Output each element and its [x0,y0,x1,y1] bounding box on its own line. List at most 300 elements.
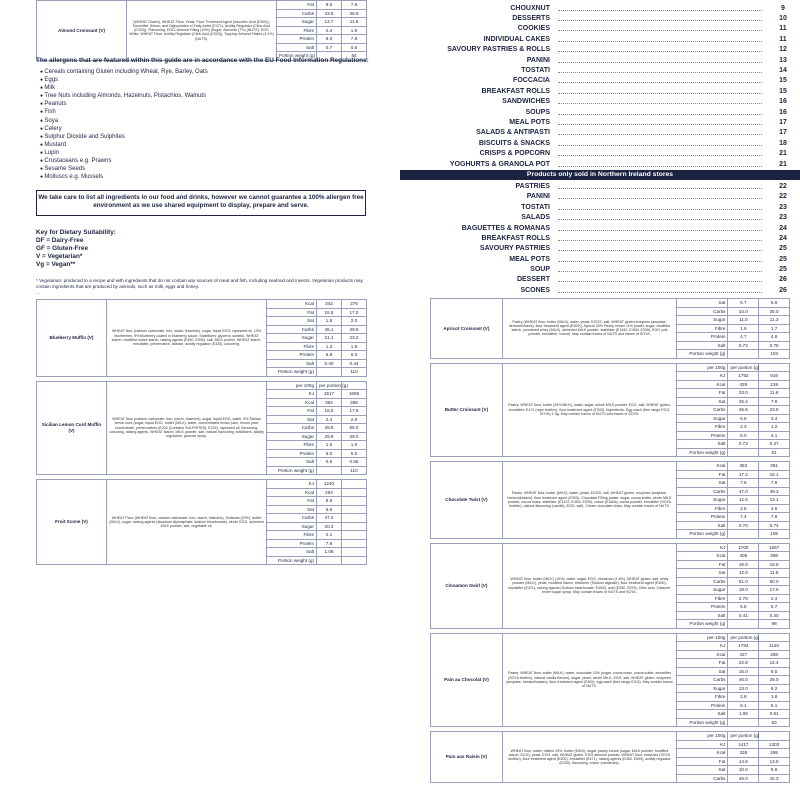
toc-entry-title: PASTRIES [515,182,550,190]
nutrition-value: 6.7 [728,299,759,308]
left-page [0,0,390,600]
toc-page-number: 11 [779,25,787,33]
toc-page-number: 11 [779,35,787,43]
nutrition-value: 8.0 [728,431,759,440]
nutrition-label: Portion weight (g) [677,448,728,457]
toc-dot-leader [558,162,762,167]
nutrition-label: Salt [677,710,728,719]
nutrition-value: 46.0 [728,774,759,783]
nutrition-label: Fat [677,659,728,668]
nutrition-label: per 100g [677,363,728,372]
toc-page-number: 25 [779,266,787,274]
nutrition-value: 1669 [342,390,367,399]
nutrition-value: 1.06 [317,548,342,557]
toc-dot-leader [558,246,762,251]
toc-entry-title: BREAKFAST ROLLS [481,87,550,95]
toc-dot-leader [558,141,762,146]
almond-croissant-table [36,0,366,61]
nutrition-value: 14.4 [759,659,790,668]
nutrition-label: Fat [267,497,317,506]
nutrition-label: Kcal [677,650,728,659]
nutrition-value [342,488,367,497]
nutrition-value: 362 [317,398,342,407]
nutrition-value: 7.6 [317,539,342,548]
nutrition-label: Protein [677,701,728,710]
nutrition-value: 1.8 [759,693,790,702]
nutrition-value: 381 [759,462,790,471]
nutrition-label: Fibre [677,504,728,513]
nutrition-value [728,718,759,727]
nutrition-value: 2.3 [728,423,759,432]
nutrition-value [342,531,367,540]
nutrition-label: Carbs [677,487,728,496]
nutrition-value [759,363,790,372]
nutrition-label: Carbs [677,577,728,586]
toc-entry-title: DESSERTS [512,15,550,23]
nutrition-label: Fat [677,560,728,569]
nutrition-value: 5.8 [317,351,342,360]
right-page [400,0,800,781]
nutrition-value: 427 [728,650,759,659]
product-nutrition-table [36,299,367,377]
nutrition-label: Protein [677,513,728,522]
nutrition-label: Sugar [267,522,317,531]
toc-entry-title: TOSTATI [521,203,550,211]
nutrition-value: 1303 [759,740,790,749]
nutrition-value: 9.0 [317,1,342,10]
nutrition-value: 84 [342,52,367,61]
nutrition-value: 0.73 [728,440,759,449]
allergen-item: ● Eggs [40,76,208,84]
right-product-tables [400,298,790,787]
toc-entry[interactable] [400,13,800,23]
nutrition-row [37,300,367,309]
product-name: Fruit Scone (V) [37,480,107,565]
toc-dot-leader [558,267,762,272]
toc-entry-title: INDIVIDUAL CAKES [483,35,550,43]
table-of-contents [400,3,800,296]
nutrition-value: 23.0 [728,389,759,398]
nutrition-value: per portion (g) [728,363,759,372]
nutrition-value [342,497,367,506]
product-ingredients: WHEAT flour, butter (MILK) (19%), water, sugar, EGG, cinnamon (1.6%), WHEAT gluten, salt, whey powder (MILK), yeast, modified starch, thickener (Sodium alginate), flour treatment agent (E300), emulsifier (E471), raising agents (Sodium bicarbonate, E450i), acid (E330, E575), Citric acid, Caramel, Invert sugar syrup. May contain traces of NUTS and SOYA. [502,543,676,628]
toc-entry-title: MEAL POTS [509,255,550,263]
product-ingredients: Pastry: WHEAT flour, butter (MILK), water, chocolate 15% (sugar, cocoa mass, cocoa butter, emulsifier (SOYA lecithin), natural vanilla flavour), sugar, yeast, whole MILK, EGG, salt, WHEAT gluten, enzymes (amylase, hemicellulases), flour treatment agent (E300), egg wash (free range EGG). May contain traces of NUTS. [502,633,676,727]
nutrition-label: Fat [267,308,317,317]
nutrition-value: 12.0 [728,569,759,578]
toc-dot-leader [558,58,762,63]
nutrition-label: KJ [677,372,728,381]
nutrition-label: Fibre [677,324,728,333]
nutrition-value: 43.5 [317,9,342,18]
toc-page-number: 26 [779,276,787,284]
allergen-item: ● Soya [40,117,208,125]
product-nutrition-table [430,298,790,359]
toc-entry-title: SAVOURY PASTRIES [479,245,550,253]
nutrition-label: Protein [267,351,317,360]
nutrition-value: 342 [317,300,342,309]
nutrition-label: Protein [277,35,317,44]
toc-entry[interactable] [400,45,800,55]
toc-dot-leader [558,288,762,293]
nutrition-value: 1.8 [317,317,342,326]
product-ingredients: (WHEAT Gluten), WHEAT Flour, Yeast, Flour Treatment Agent (Ascorbic Acid (E300)), Emulsifier (Mono- and Diglycerides of Fatty Acids (E471), Acidity Regulator (Citric Acid (E330)), Flavouring, EGG, Almond Filling (19%) [Sugar, Almonds (7%) (NUTS), EGG White, WHEAT Flour, Acidity Regulator (Citric Acid (E330)), Topping: Almond Flakes (4.2%) (NUTS). [127,1,277,61]
cross-contamination-notice: We take care to list all ingredients in our food and drinks, however we cannot guarantee a 100% allergen free environment as we use shared equipment to display, prepare and serve. [36,190,366,216]
toc-entry[interactable] [400,55,800,65]
allergen-item: ● Lupin [40,149,208,157]
toc-dot-leader [558,151,762,156]
nutrition-value [317,368,342,377]
nutrition-label: Sugar [677,496,728,505]
nutrition-label: Fat [677,389,728,398]
nutrition-label: Sugar [277,18,317,27]
nutrition-value: 63 [759,718,790,727]
allergen-item: ● Peanuts [40,100,208,108]
nutrition-value: 98 [759,620,790,629]
nutrition-label: Carbs [677,774,728,783]
nutrition-value: 18.1 [759,470,790,479]
nutrition-label: Kcal [267,488,317,497]
nutrition-value: 4.8 [759,333,790,342]
toc-dot-leader [558,110,762,115]
nutrition-label: Fat [677,757,728,766]
toc-entry[interactable] [400,254,800,264]
nutrition-value: 13.6 [759,757,790,766]
nutrition-value: 2.0 [342,317,367,326]
nutrition-value: 3.4 [759,414,790,423]
toc-entry[interactable] [400,107,800,117]
toc-entry[interactable] [400,24,800,34]
key-item: GF = Gluten-Free [36,245,89,252]
nutrition-value: 47.2 [317,514,342,523]
toc-entry[interactable] [400,117,800,127]
toc-entry[interactable] [400,223,800,233]
toc-entry[interactable] [400,285,800,295]
dietary-key [36,229,116,269]
nutrition-value: 0.7 [317,43,342,52]
nutrition-value: 55.0 [342,424,367,433]
nutrition-value: 1.0 [342,441,367,450]
nutrition-value: 2.6 [759,504,790,513]
nutrition-value: 2.8 [728,693,759,702]
nutrition-label: per 100g [677,732,728,741]
toc-entry-title: TOSTATI [521,67,550,75]
nutrition-row [431,363,790,372]
product-ingredients: Pastry: WHEAT flour, butter (MILK), water, yeast, EGGS, salt, WHEAT gluten, enzymes (amylase, hemicellulases), flour treatment agent (E300). Chocolate Filling (water, sugar, cocoa butter, whole MILK powder, cocoa mass, stabiliser (E1422, E450i, E339), colour (E160a), cocoa powder, emulsifier (SOYA lecithin), natural flavouring (vanilla), EGG, salt). Cream chocolate chips. May contain traces of NUTS. [502,462,676,539]
product-ingredients: WHEAT flour (calcium carbonate, iron, niacin, thiamine), sugar, liquid EGG, water, 9% Sicilian lemon curd (sugar, liquid EGG, butter (MILK), water, concentrated lemon juice, lemon juice concentrate, preservatives (E202 (Contains SULPHITES), E224), rapeseed oil, flavouring, colouring, raising agents, WHEAT starch, MILK powder, salt, natural flavouring, stabilisers, acidity regulators, glucose syrup. [107,381,267,475]
nutrition-label: Salt [677,611,728,620]
nutrition-label: Carbs [267,325,317,334]
nutrition-value: 7.4 [728,513,759,522]
nutrition-label: per 100g [267,381,317,390]
nutrition-value: 51.0 [728,577,759,586]
toc-dot-leader [558,257,762,262]
nutrition-value: 25.9 [317,432,342,441]
product-name: Cinnamon Swirl (V) [431,543,503,628]
toc-entry-title: FOCCACIA [513,77,550,85]
nutrition-value: 0.75 [759,341,790,350]
nutrition-label: Sat [677,766,728,775]
nutrition-row [37,381,367,390]
toc-dot-leader [558,205,762,210]
nutrition-label: Fibre [267,342,317,351]
nutrition-label: Salt [677,341,728,350]
nutrition-label: Fibre [677,423,728,432]
nutrition-value: 5.7 [759,603,790,612]
nutrition-value: 17.9 [342,407,367,416]
nutrition-value: 50.0 [759,577,790,586]
toc-entry[interactable] [400,192,800,202]
toc-dot-leader [558,226,762,231]
nutrition-label: KJ [677,642,728,651]
nutrition-value: 8.2 [759,684,790,693]
table-spacer [36,565,366,569]
nutrition-value: 5.8 [728,603,759,612]
toc-dot-leader [558,37,762,42]
nutrition-value: 0.40 [759,611,790,620]
nutrition-label: KJ [267,480,317,489]
nutrition-value: 6.9 [759,299,790,308]
toc-entry[interactable] [400,65,800,75]
nutrition-value: 406 [728,552,759,561]
nutrition-value: 2.4 [759,594,790,603]
nutrition-value: 12.5 [728,496,759,505]
nutrition-value: 0.37 [759,440,790,449]
toc-entry[interactable] [400,86,800,96]
allergen-item: ● Sulphur Dioxide and Sulphites [40,133,208,141]
nutrition-value: 2.78 [728,594,759,603]
nutrition-value: 294 [317,488,342,497]
table-spacer [430,783,790,787]
toc-entry-title: SOUPS [525,108,550,116]
toc-page-number: 14 [779,67,787,75]
nutrition-value: 4.1 [759,431,790,440]
nutrition-value [317,556,342,565]
nutrition-label: KJ [677,740,728,749]
toc-page-number: 15 [779,87,787,95]
nutrition-label: Carbs [267,514,317,523]
toc-entry[interactable] [400,244,800,254]
toc-entry[interactable] [400,233,800,243]
nutrition-value: 0.6 [342,43,367,52]
toc-entry-title: SALADS & ANTIPASTI [476,129,550,137]
nutrition-value: 2.1 [317,531,342,540]
northern-ireland-banner: Products only sold in Northern Ireland stores [400,170,800,180]
nutrition-row [37,480,367,489]
nutrition-value [342,522,367,531]
nutrition-value: 46.0 [728,676,759,685]
nutrition-label: Fat [277,1,317,10]
toc-entry-title: PANINI [526,193,550,201]
toc-dot-leader [558,6,762,11]
nutrition-value: 1.2 [759,423,790,432]
nutrition-label: Sugar [677,684,728,693]
nutrition-value: 10.0 [728,766,759,775]
nutrition-value [342,548,367,557]
nutrition-value: 268 [759,650,790,659]
nutrition-value: 1.3 [317,342,342,351]
toc-page-number: 17 [779,129,787,137]
toc-entry-title: SANDWICHES [502,98,550,106]
nutrition-value: 11.8 [759,569,790,578]
product-ingredients: Pastry: WHEAT flour, butter (25% MILK), water, sugar, whole MILK powder, EGG, salt, WHEAT gluten, emulsifier: E471 (rape lecithin), flour treatment agent (E300). Ingredients: Egg wash (free range EGG, SOYA) 1.5g. May contain traces of NUTS and traces of SOYA. [502,363,676,457]
allergen-item: ● Molluscs e.g. Mussels [40,173,208,181]
toc-page-number: 21 [779,150,787,158]
toc-entry[interactable] [400,128,800,138]
nutrition-label: Kcal [677,749,728,758]
vegetarian-footnote [36,278,376,296]
nutrition-label: per 100g [677,633,728,642]
nutrition-label: Portion weight (g) [277,52,317,61]
footnote-continuation: ... [36,290,40,295]
nutrition-value: 916 [759,372,790,381]
nutrition-label: Kcal [677,380,728,389]
nutrition-label: Portion weight (g) [677,718,728,727]
nutrition-value: 8.6 [759,766,790,775]
nutrition-label: Carbs [677,406,728,415]
nutrition-value: 398 [759,552,790,561]
nutrition-label: Sat [677,667,728,676]
toc-entry-title: BISCUITS & SNACKS [478,139,550,147]
nutrition-value: 29.0 [759,676,790,685]
nutrition-label: Portion weight (g) [677,350,728,359]
toc-entry-title: CRISPS & POPCORN [479,150,550,158]
nutrition-value: 49.3 [759,487,790,496]
toc-page-number: 16 [779,108,787,116]
nutrition-value [342,539,367,548]
nutrition-value: 429 [728,380,759,389]
toc-page-number: 17 [779,118,787,126]
nutrition-value: 398 [342,398,367,407]
nutrition-value: 1792 [728,372,759,381]
nutrition-label: Fibre [267,531,317,540]
toc-dot-leader [558,194,762,199]
nutrition-value: 13.1 [759,496,790,505]
nutrition-value: 35.0 [759,307,790,316]
toc-entry-title: SCONES [520,286,550,294]
nutrition-value: 4.7 [728,333,759,342]
toc-page-number: 24 [779,224,787,232]
allergen-item: ● Fish [40,108,208,116]
nutrition-value: 5.0 [317,449,342,458]
toc-entry[interactable] [400,34,800,44]
product-name: Blueberry Muffin (V) [37,300,107,377]
nutrition-label: Sat [677,569,728,578]
toc-entry[interactable] [400,148,800,158]
allergen-item: ● Sesame Seeds [40,165,208,173]
product-nutrition-table [430,461,790,539]
nutrition-label: Salt [267,458,317,467]
toc-entry-title: SALADS [521,214,550,222]
nutrition-value: 7.6 [728,479,759,488]
nutrition-row [431,299,790,308]
nutrition-value: 0.70 [728,521,759,530]
nutrition-label: Carbs [277,9,317,18]
toc-dot-leader [558,236,762,241]
nutrition-label: Protein [267,539,317,548]
toc-entry[interactable] [400,138,800,148]
toc-entry[interactable] [400,97,800,107]
allergen-item: ● Cereals containing Gluten including Wheat, Rye, Barley, Oats [40,68,208,76]
nutrition-value: 11.8 [759,389,790,398]
toc-entry[interactable] [400,264,800,274]
nutrition-value: 19.0 [728,560,759,569]
toc-entry[interactable] [400,76,800,86]
toc-entry[interactable] [400,212,800,222]
nutrition-label: Protein [267,449,317,458]
toc-dot-leader [558,78,762,83]
nutrition-value: 2.4 [317,26,342,35]
nutrition-label: Salt [277,43,317,52]
product-ingredients: WHEAT flour, water, raisins 19%, butter (MILK), sugar, pastry cream (sugar, MILK powder, modified starch, EGG), yeast, EGG, salt, WHEAT gluten, EGG albumin powder, WHEAT flour, enzymes (SOYA lecithin), flour treatment agent (E300), emulsifier (E471), raising agents (E450, E500), acidity regulator (E330), flavouring, colour (carotenes). [502,732,676,783]
nutrition-label: Kcal [677,462,728,471]
nutrition-label: Fibre [677,594,728,603]
nutrition-value: 9.5 [759,667,790,676]
toc-dot-leader [558,89,762,94]
allergen-list [40,68,208,181]
nutrition-label: Sat [677,299,728,308]
nutrition-value [759,732,790,741]
key-item: Vg = Vegan** [36,261,76,268]
nutrition-value: 51 [759,448,790,457]
nutrition-label: Portion weight (g) [267,466,317,475]
nutrition-value: 110 [342,466,367,475]
allergen-heading: The allergens that are featured within this guide are in accordance with the EU Food Information Regulations: [36,57,369,64]
product-nutrition-table [36,479,367,565]
nutrition-value: 1517 [317,390,342,399]
nutrition-value: 16.5 [317,407,342,416]
nutrition-value: per portion (g) [728,633,759,642]
nutrition-label: Salt [677,440,728,449]
nutrition-value: per portion (g) [317,381,342,390]
nutrition-value: 15.4 [728,397,759,406]
nutrition-label: Salt [267,548,317,557]
nutrition-row [431,633,790,642]
left-product-tables [36,299,366,569]
nutrition-value: 5.1 [759,701,790,710]
nutrition-label: Sugar [267,334,317,343]
toc-entry[interactable] [400,181,800,191]
nutrition-value [728,530,759,539]
nutrition-value: 23.2 [342,334,367,343]
toc-page-number: 10 [779,15,787,23]
nutrition-value: 14.8 [728,757,759,766]
nutrition-value: 6.3 [342,351,367,360]
toc-dot-leader [558,215,762,220]
toc-page-number: 26 [779,286,787,294]
nutrition-value [342,480,367,489]
nutrition-value: 295 [759,749,790,758]
nutrition-value: 103 [759,350,790,359]
nutrition-row [431,462,790,471]
nutrition-label: Carbs [267,424,317,433]
toc-entry[interactable] [400,275,800,285]
toc-entry[interactable] [400,159,800,169]
toc-page-number: 15 [779,77,787,85]
nutrition-value: 7.8 [342,35,367,44]
toc-entry-title: COOKIES [517,25,550,33]
nutrition-value [728,448,759,457]
nutrition-value [759,633,790,642]
product-name: Almond Croissant (V) [37,1,127,61]
nutrition-value: 1700 [728,543,759,552]
nutrition-value: 17.6 [759,586,790,595]
nutrition-label: Portion weight (g) [267,556,317,565]
nutrition-value: 2.6 [342,415,367,424]
toc-entry[interactable] [400,202,800,212]
toc-dot-leader [558,16,762,21]
toc-entry[interactable] [400,3,800,13]
